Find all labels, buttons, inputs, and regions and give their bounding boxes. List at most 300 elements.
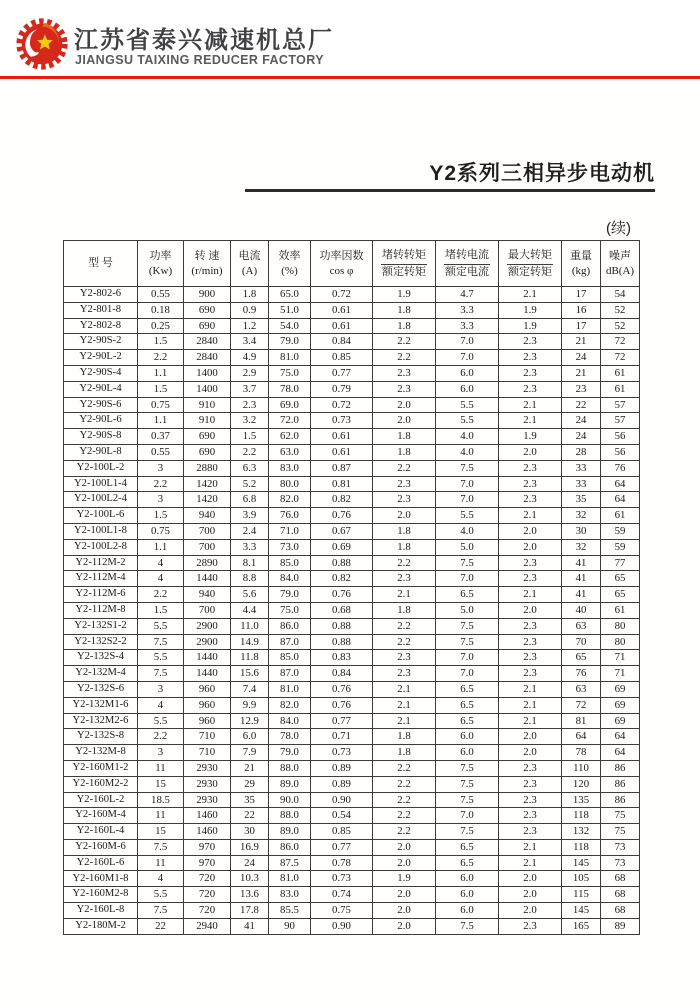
value-cell: 41 <box>562 587 601 603</box>
table-row <box>64 539 640 555</box>
model-cell: Y2-112M-2 <box>64 555 138 571</box>
value-cell: 115 <box>562 887 601 903</box>
value-cell: 1.9 <box>499 318 562 334</box>
model-cell: Y2-160L-2 <box>64 792 138 808</box>
value-cell: 17 <box>562 318 601 334</box>
col-current-unit: (A) <box>241 264 258 277</box>
value-cell: 0.55 <box>138 287 184 303</box>
value-cell: 1400 <box>184 365 231 381</box>
value-cell: 85.5 <box>269 903 311 919</box>
value-cell: 23 <box>562 381 601 397</box>
value-cell: 0.69 <box>311 539 373 555</box>
company-name-en: JIANGSU TAIXING REDUCER FACTORY <box>75 53 324 67</box>
value-cell: 0.85 <box>311 824 373 840</box>
table-row <box>64 839 640 855</box>
value-cell: 1.1 <box>138 539 184 555</box>
value-cell: 2.1 <box>499 287 562 303</box>
model-cell: Y2-160M2-8 <box>64 887 138 903</box>
value-cell: 51.0 <box>269 302 311 318</box>
value-cell: 1.5 <box>138 508 184 524</box>
value-cell: 2.2 <box>231 444 269 460</box>
value-cell: 2.0 <box>499 539 562 555</box>
value-cell: 6.3 <box>231 460 269 476</box>
value-cell: 2.3 <box>499 334 562 350</box>
document-title: Y2系列三相异步电动机 <box>429 162 655 185</box>
value-cell: 3.3 <box>436 302 499 318</box>
model-cell: Y2-160L-4 <box>64 824 138 840</box>
value-cell: 59 <box>601 523 640 539</box>
value-cell: 0.55 <box>138 444 184 460</box>
value-cell: 2840 <box>184 334 231 350</box>
model-cell: Y2-132M-4 <box>64 666 138 682</box>
value-cell: 1440 <box>184 650 231 666</box>
model-cell: Y2-132S-6 <box>64 681 138 697</box>
value-cell: 78 <box>562 745 601 761</box>
col-noise <box>601 241 640 287</box>
value-cell: 11.8 <box>231 650 269 666</box>
value-cell: 1.8 <box>373 539 436 555</box>
value-cell: 2.2 <box>373 350 436 366</box>
value-cell: 2.1 <box>499 508 562 524</box>
value-cell: 0.77 <box>311 365 373 381</box>
value-cell: 2.3 <box>373 365 436 381</box>
value-cell: 940 <box>184 587 231 603</box>
col-powerfactor-symbol: cos φ <box>329 264 354 277</box>
value-cell: 85.0 <box>269 555 311 571</box>
value-cell: 8.1 <box>231 555 269 571</box>
table-row <box>64 350 640 366</box>
value-cell: 57 <box>601 413 640 429</box>
value-cell: 1.8 <box>373 429 436 445</box>
value-cell: 35 <box>562 492 601 508</box>
value-cell: 4.9 <box>231 350 269 366</box>
model-cell: Y2-132S-8 <box>64 729 138 745</box>
value-cell: 41 <box>562 571 601 587</box>
value-cell: 2930 <box>184 792 231 808</box>
value-cell: 165 <box>562 918 601 934</box>
value-cell: 2.0 <box>499 887 562 903</box>
value-cell: 80 <box>601 618 640 634</box>
col-locked-torque-num: 堵转转矩 <box>381 248 427 265</box>
value-cell: 700 <box>184 539 231 555</box>
value-cell: 118 <box>562 808 601 824</box>
value-cell: 2.3 <box>499 460 562 476</box>
value-cell: 68 <box>601 887 640 903</box>
value-cell: 6.5 <box>436 697 499 713</box>
value-cell: 5.5 <box>436 397 499 413</box>
value-cell: 6.8 <box>231 492 269 508</box>
table-row <box>64 602 640 618</box>
value-cell: 81.0 <box>269 681 311 697</box>
value-cell: 0.89 <box>311 776 373 792</box>
value-cell: 1.8 <box>373 729 436 745</box>
value-cell: 690 <box>184 429 231 445</box>
value-cell: 1420 <box>184 476 231 492</box>
value-cell: 2.1 <box>499 713 562 729</box>
table-row <box>64 903 640 919</box>
value-cell: 1420 <box>184 492 231 508</box>
value-cell: 72 <box>562 697 601 713</box>
value-cell: 2.3 <box>499 492 562 508</box>
value-cell: 72.0 <box>269 413 311 429</box>
value-cell: 2.3 <box>499 365 562 381</box>
value-cell: 86 <box>601 776 640 792</box>
value-cell: 78.0 <box>269 381 311 397</box>
value-cell: 1.8 <box>373 602 436 618</box>
value-cell: 1.5 <box>231 429 269 445</box>
col-locked-torque-den: 额定转矩 <box>382 265 426 278</box>
value-cell: 2.2 <box>138 350 184 366</box>
value-cell: 86 <box>601 760 640 776</box>
value-cell: 2900 <box>184 634 231 650</box>
value-cell: 2.3 <box>499 808 562 824</box>
value-cell: 65 <box>601 587 640 603</box>
value-cell: 76.0 <box>269 508 311 524</box>
value-cell: 7.5 <box>436 776 499 792</box>
value-cell: 0.75 <box>138 523 184 539</box>
value-cell: 87.0 <box>269 634 311 650</box>
value-cell: 7.5 <box>138 666 184 682</box>
value-cell: 0.77 <box>311 713 373 729</box>
value-cell: 5.5 <box>138 887 184 903</box>
value-cell: 2.3 <box>231 397 269 413</box>
value-cell: 68 <box>601 903 640 919</box>
value-cell: 135 <box>562 792 601 808</box>
value-cell: 15 <box>138 776 184 792</box>
value-cell: 24 <box>562 429 601 445</box>
value-cell: 145 <box>562 903 601 919</box>
table-row <box>64 808 640 824</box>
value-cell: 1.8 <box>373 523 436 539</box>
header-row <box>64 241 640 287</box>
value-cell: 0.76 <box>311 697 373 713</box>
value-cell: 9.9 <box>231 697 269 713</box>
value-cell: 2.3 <box>499 618 562 634</box>
value-cell: 2.0 <box>373 397 436 413</box>
value-cell: 17.8 <box>231 903 269 919</box>
value-cell: 54 <box>601 287 640 303</box>
value-cell: 0.61 <box>311 444 373 460</box>
value-cell: 64 <box>601 492 640 508</box>
value-cell: 52 <box>601 318 640 334</box>
value-cell: 75.0 <box>269 602 311 618</box>
value-cell: 82.0 <box>269 697 311 713</box>
value-cell: 5.5 <box>138 618 184 634</box>
value-cell: 35 <box>231 792 269 808</box>
table-row <box>64 444 640 460</box>
value-cell: 700 <box>184 602 231 618</box>
value-cell: 710 <box>184 729 231 745</box>
table-row <box>64 397 640 413</box>
value-cell: 0.81 <box>311 476 373 492</box>
col-noise-unit: dB(A) <box>605 264 635 277</box>
value-cell: 2.2 <box>373 460 436 476</box>
model-cell: Y2-90S-8 <box>64 429 138 445</box>
value-cell: 4.7 <box>436 287 499 303</box>
value-cell: 61 <box>601 508 640 524</box>
value-cell: 2.0 <box>499 729 562 745</box>
gear-star-icon <box>13 14 71 72</box>
value-cell: 78.0 <box>269 729 311 745</box>
value-cell: 5.5 <box>138 713 184 729</box>
value-cell: 0.85 <box>311 350 373 366</box>
value-cell: 81.0 <box>269 350 311 366</box>
value-cell: 71 <box>601 666 640 682</box>
value-cell: 1.8 <box>373 302 436 318</box>
model-cell: Y2-90L-2 <box>64 350 138 366</box>
col-max-torque-num: 最大转矩 <box>507 248 553 265</box>
table-row <box>64 871 640 887</box>
table-row <box>64 618 640 634</box>
value-cell: 21 <box>562 365 601 381</box>
model-cell: Y2-100L-6 <box>64 508 138 524</box>
value-cell: 52 <box>601 302 640 318</box>
table-row <box>64 492 640 508</box>
value-cell: 2.4 <box>231 523 269 539</box>
value-cell: 2.3 <box>373 650 436 666</box>
value-cell: 63.0 <box>269 444 311 460</box>
value-cell: 0.77 <box>311 839 373 855</box>
value-cell: 2.3 <box>499 381 562 397</box>
value-cell: 2930 <box>184 760 231 776</box>
value-cell: 0.84 <box>311 334 373 350</box>
model-cell: Y2-90S-4 <box>64 365 138 381</box>
model-cell: Y2-132M2-6 <box>64 713 138 729</box>
value-cell: 0.76 <box>311 587 373 603</box>
model-cell: Y2-90S-6 <box>64 397 138 413</box>
col-locked-current-den: 额定电流 <box>445 265 489 278</box>
value-cell: 710 <box>184 745 231 761</box>
value-cell: 0.37 <box>138 429 184 445</box>
table-row <box>64 729 640 745</box>
value-cell: 2.2 <box>373 634 436 650</box>
value-cell: 6.0 <box>436 903 499 919</box>
value-cell: 2.0 <box>373 918 436 934</box>
value-cell: 1.8 <box>373 444 436 460</box>
model-cell: Y2-90S-2 <box>64 334 138 350</box>
value-cell: 72 <box>601 334 640 350</box>
model-cell: Y2-802-8 <box>64 318 138 334</box>
value-cell: 2.1 <box>373 587 436 603</box>
value-cell: 0.73 <box>311 745 373 761</box>
model-cell: Y2-112M-6 <box>64 587 138 603</box>
value-cell: 69.0 <box>269 397 311 413</box>
value-cell: 11 <box>138 760 184 776</box>
value-cell: 2.1 <box>499 681 562 697</box>
value-cell: 0.75 <box>138 397 184 413</box>
value-cell: 7.5 <box>436 634 499 650</box>
model-cell: Y2-100L2-4 <box>64 492 138 508</box>
value-cell: 6.5 <box>436 587 499 603</box>
value-cell: 6.5 <box>436 855 499 871</box>
value-cell: 2.0 <box>499 523 562 539</box>
value-cell: 0.88 <box>311 618 373 634</box>
table-row <box>64 318 640 334</box>
value-cell: 24 <box>562 350 601 366</box>
value-cell: 86 <box>601 792 640 808</box>
value-cell: 6.0 <box>436 381 499 397</box>
col-model-label: 型 号 <box>88 257 113 270</box>
value-cell: 7.9 <box>231 745 269 761</box>
value-cell: 0.73 <box>311 871 373 887</box>
value-cell: 2.3 <box>373 666 436 682</box>
value-cell: 61 <box>601 381 640 397</box>
model-cell: Y2-132M-8 <box>64 745 138 761</box>
model-cell: Y2-160L-6 <box>64 855 138 871</box>
value-cell: 2.3 <box>499 824 562 840</box>
value-cell: 4.0 <box>436 523 499 539</box>
value-cell: 22 <box>231 808 269 824</box>
value-cell: 89.0 <box>269 776 311 792</box>
value-cell: 970 <box>184 839 231 855</box>
model-cell: Y2-132S2-2 <box>64 634 138 650</box>
value-cell: 2900 <box>184 618 231 634</box>
table-row <box>64 476 640 492</box>
value-cell: 5.0 <box>436 539 499 555</box>
value-cell: 2.2 <box>373 555 436 571</box>
value-cell: 900 <box>184 287 231 303</box>
value-cell: 89 <box>601 918 640 934</box>
spec-table-body <box>64 287 640 935</box>
title-underline <box>245 189 655 192</box>
value-cell: 22 <box>562 397 601 413</box>
value-cell: 32 <box>562 539 601 555</box>
table-row <box>64 523 640 539</box>
table-row <box>64 855 640 871</box>
value-cell: 2.3 <box>499 634 562 650</box>
col-efficiency <box>269 241 311 287</box>
value-cell: 84.0 <box>269 713 311 729</box>
table-row <box>64 760 640 776</box>
value-cell: 1.5 <box>138 334 184 350</box>
table-row <box>64 887 640 903</box>
value-cell: 79.0 <box>269 334 311 350</box>
model-cell: Y2-132S1-2 <box>64 618 138 634</box>
col-locked-current-num: 堵转电流 <box>444 248 490 265</box>
value-cell: 72 <box>601 350 640 366</box>
value-cell: 3.7 <box>231 381 269 397</box>
value-cell: 77 <box>601 555 640 571</box>
value-cell: 940 <box>184 508 231 524</box>
value-cell: 2.0 <box>499 444 562 460</box>
value-cell: 2.3 <box>373 492 436 508</box>
value-cell: 2880 <box>184 460 231 476</box>
value-cell: 76 <box>562 666 601 682</box>
model-cell: Y2-160M1-8 <box>64 871 138 887</box>
col-efficiency-unit: (%) <box>281 264 298 277</box>
value-cell: 61 <box>601 365 640 381</box>
value-cell: 4.0 <box>436 444 499 460</box>
table-row <box>64 508 640 524</box>
value-cell: 2.1 <box>373 697 436 713</box>
model-cell: Y2-100L2-8 <box>64 539 138 555</box>
value-cell: 59 <box>601 539 640 555</box>
value-cell: 1.2 <box>231 318 269 334</box>
value-cell: 65 <box>601 571 640 587</box>
model-cell: Y2-100L1-8 <box>64 523 138 539</box>
value-cell: 690 <box>184 318 231 334</box>
value-cell: 1.9 <box>499 302 562 318</box>
table-row <box>64 365 640 381</box>
value-cell: 54.0 <box>269 318 311 334</box>
value-cell: 118 <box>562 839 601 855</box>
model-cell: Y2-100L1-4 <box>64 476 138 492</box>
value-cell: 3.9 <box>231 508 269 524</box>
value-cell: 4 <box>138 871 184 887</box>
value-cell: 1.1 <box>138 413 184 429</box>
value-cell: 88.0 <box>269 808 311 824</box>
value-cell: 8.8 <box>231 571 269 587</box>
value-cell: 69 <box>601 697 640 713</box>
value-cell: 41 <box>562 555 601 571</box>
value-cell: 2.2 <box>373 792 436 808</box>
value-cell: 62.0 <box>269 429 311 445</box>
value-cell: 15 <box>138 824 184 840</box>
value-cell: 1440 <box>184 571 231 587</box>
value-cell: 2930 <box>184 776 231 792</box>
col-speed-label: 转 速 <box>194 249 220 262</box>
value-cell: 2.9 <box>231 365 269 381</box>
value-cell: 57 <box>601 397 640 413</box>
value-cell: 65.0 <box>269 287 311 303</box>
value-cell: 33 <box>562 460 601 476</box>
table-row <box>64 918 640 934</box>
value-cell: 2.3 <box>499 555 562 571</box>
value-cell: 120 <box>562 776 601 792</box>
model-cell: Y2-160M-4 <box>64 808 138 824</box>
value-cell: 64 <box>562 729 601 745</box>
value-cell: 4 <box>138 571 184 587</box>
value-cell: 3.2 <box>231 413 269 429</box>
value-cell: 3 <box>138 745 184 761</box>
model-cell: Y2-160M-6 <box>64 839 138 855</box>
model-cell: Y2-160L-8 <box>64 903 138 919</box>
value-cell: 2.3 <box>373 476 436 492</box>
value-cell: 13.6 <box>231 887 269 903</box>
value-cell: 0.87 <box>311 460 373 476</box>
value-cell: 61 <box>601 602 640 618</box>
value-cell: 32 <box>562 508 601 524</box>
value-cell: 56 <box>601 444 640 460</box>
value-cell: 83.0 <box>269 887 311 903</box>
value-cell: 2.3 <box>499 760 562 776</box>
value-cell: 81 <box>562 713 601 729</box>
value-cell: 40 <box>562 602 601 618</box>
value-cell: 2890 <box>184 555 231 571</box>
value-cell: 7.5 <box>436 555 499 571</box>
value-cell: 75.0 <box>269 365 311 381</box>
model-cell: Y2-132M1-6 <box>64 697 138 713</box>
table-row <box>64 287 640 303</box>
table-row <box>64 413 640 429</box>
value-cell: 2.2 <box>138 476 184 492</box>
col-weight-label: 重量 <box>570 249 592 262</box>
value-cell: 1460 <box>184 808 231 824</box>
value-cell: 0.67 <box>311 523 373 539</box>
value-cell: 5.6 <box>231 587 269 603</box>
value-cell: 7.5 <box>436 792 499 808</box>
value-cell: 6.5 <box>436 713 499 729</box>
col-efficiency-label: 效率 <box>278 249 301 262</box>
value-cell: 6.5 <box>436 839 499 855</box>
value-cell: 70 <box>562 634 601 650</box>
value-cell: 68 <box>601 871 640 887</box>
value-cell: 2.1 <box>373 681 436 697</box>
model-cell: Y2-112M-8 <box>64 602 138 618</box>
table-row <box>64 650 640 666</box>
value-cell: 76 <box>601 460 640 476</box>
value-cell: 22 <box>138 918 184 934</box>
